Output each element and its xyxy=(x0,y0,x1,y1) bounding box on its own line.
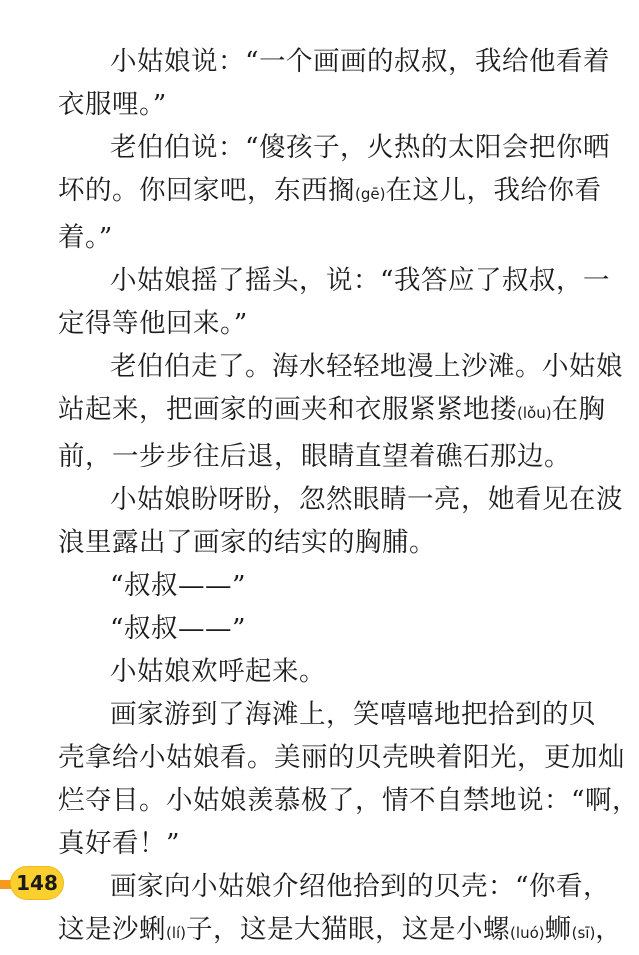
paragraph-4: 老伯伯走了。海水轻轻地漫上沙滩。小姑娘 站起来，把画家的画夹和衣服紧紧地搂(lǒu)在胸 前，一步步往后退，眼睛直望着礁石那边。 xyxy=(58,351,623,472)
paragraph-3: 小姑娘摇了摇头，说：“我答应了叔叔，一 定得等他回来。” xyxy=(58,265,611,339)
paragraph-2: 老伯伯说：“傻孩子，火热的太阳会把你晒 坏的。你回家吧，东西搁(gē)在这儿，我给你看 着。” xyxy=(58,132,611,253)
paragraph-9: 画家游到了海滩上，笑嘻嘻地把拾到的贝 壳拿给小姑娘看。美丽的贝壳映着阳光，更加灿 烂夺目。小姑娘羡慕极了，情不自禁地说：“啊， 真好看！” xyxy=(58,699,639,859)
page-number: 148 xyxy=(16,871,58,895)
paragraph-10: 画家向小姑娘介绍他拾到的贝壳：“你看， 这是沙蜊(lí)子，这是大猫眼，这是小螺(luó)蛳(sī)， xyxy=(58,871,623,945)
story-text xyxy=(58,40,639,955)
pinyin-annotation: (luó) xyxy=(510,924,545,942)
paragraph-8: 小姑娘欢呼起来。 xyxy=(110,656,326,687)
paragraph-1: 小姑娘说：“一个画画的叔叔，我给他看着 衣服哩。” xyxy=(58,46,611,120)
page-number-badge xyxy=(0,866,72,902)
pinyin-annotation: (lí) xyxy=(166,924,187,942)
pinyin-annotation: (lǒu) xyxy=(517,404,552,422)
paragraph-7: “叔叔——” xyxy=(110,613,247,644)
pinyin-annotation: (gē) xyxy=(355,185,386,203)
paragraph-5: 小姑娘盼呀盼，忽然眼睛一亮，她看见在波 浪里露出了画家的结实的胸脯。 xyxy=(58,484,623,558)
pinyin-annotation: (sī) xyxy=(571,924,596,942)
paragraph-6: “叔叔——” xyxy=(110,570,247,601)
